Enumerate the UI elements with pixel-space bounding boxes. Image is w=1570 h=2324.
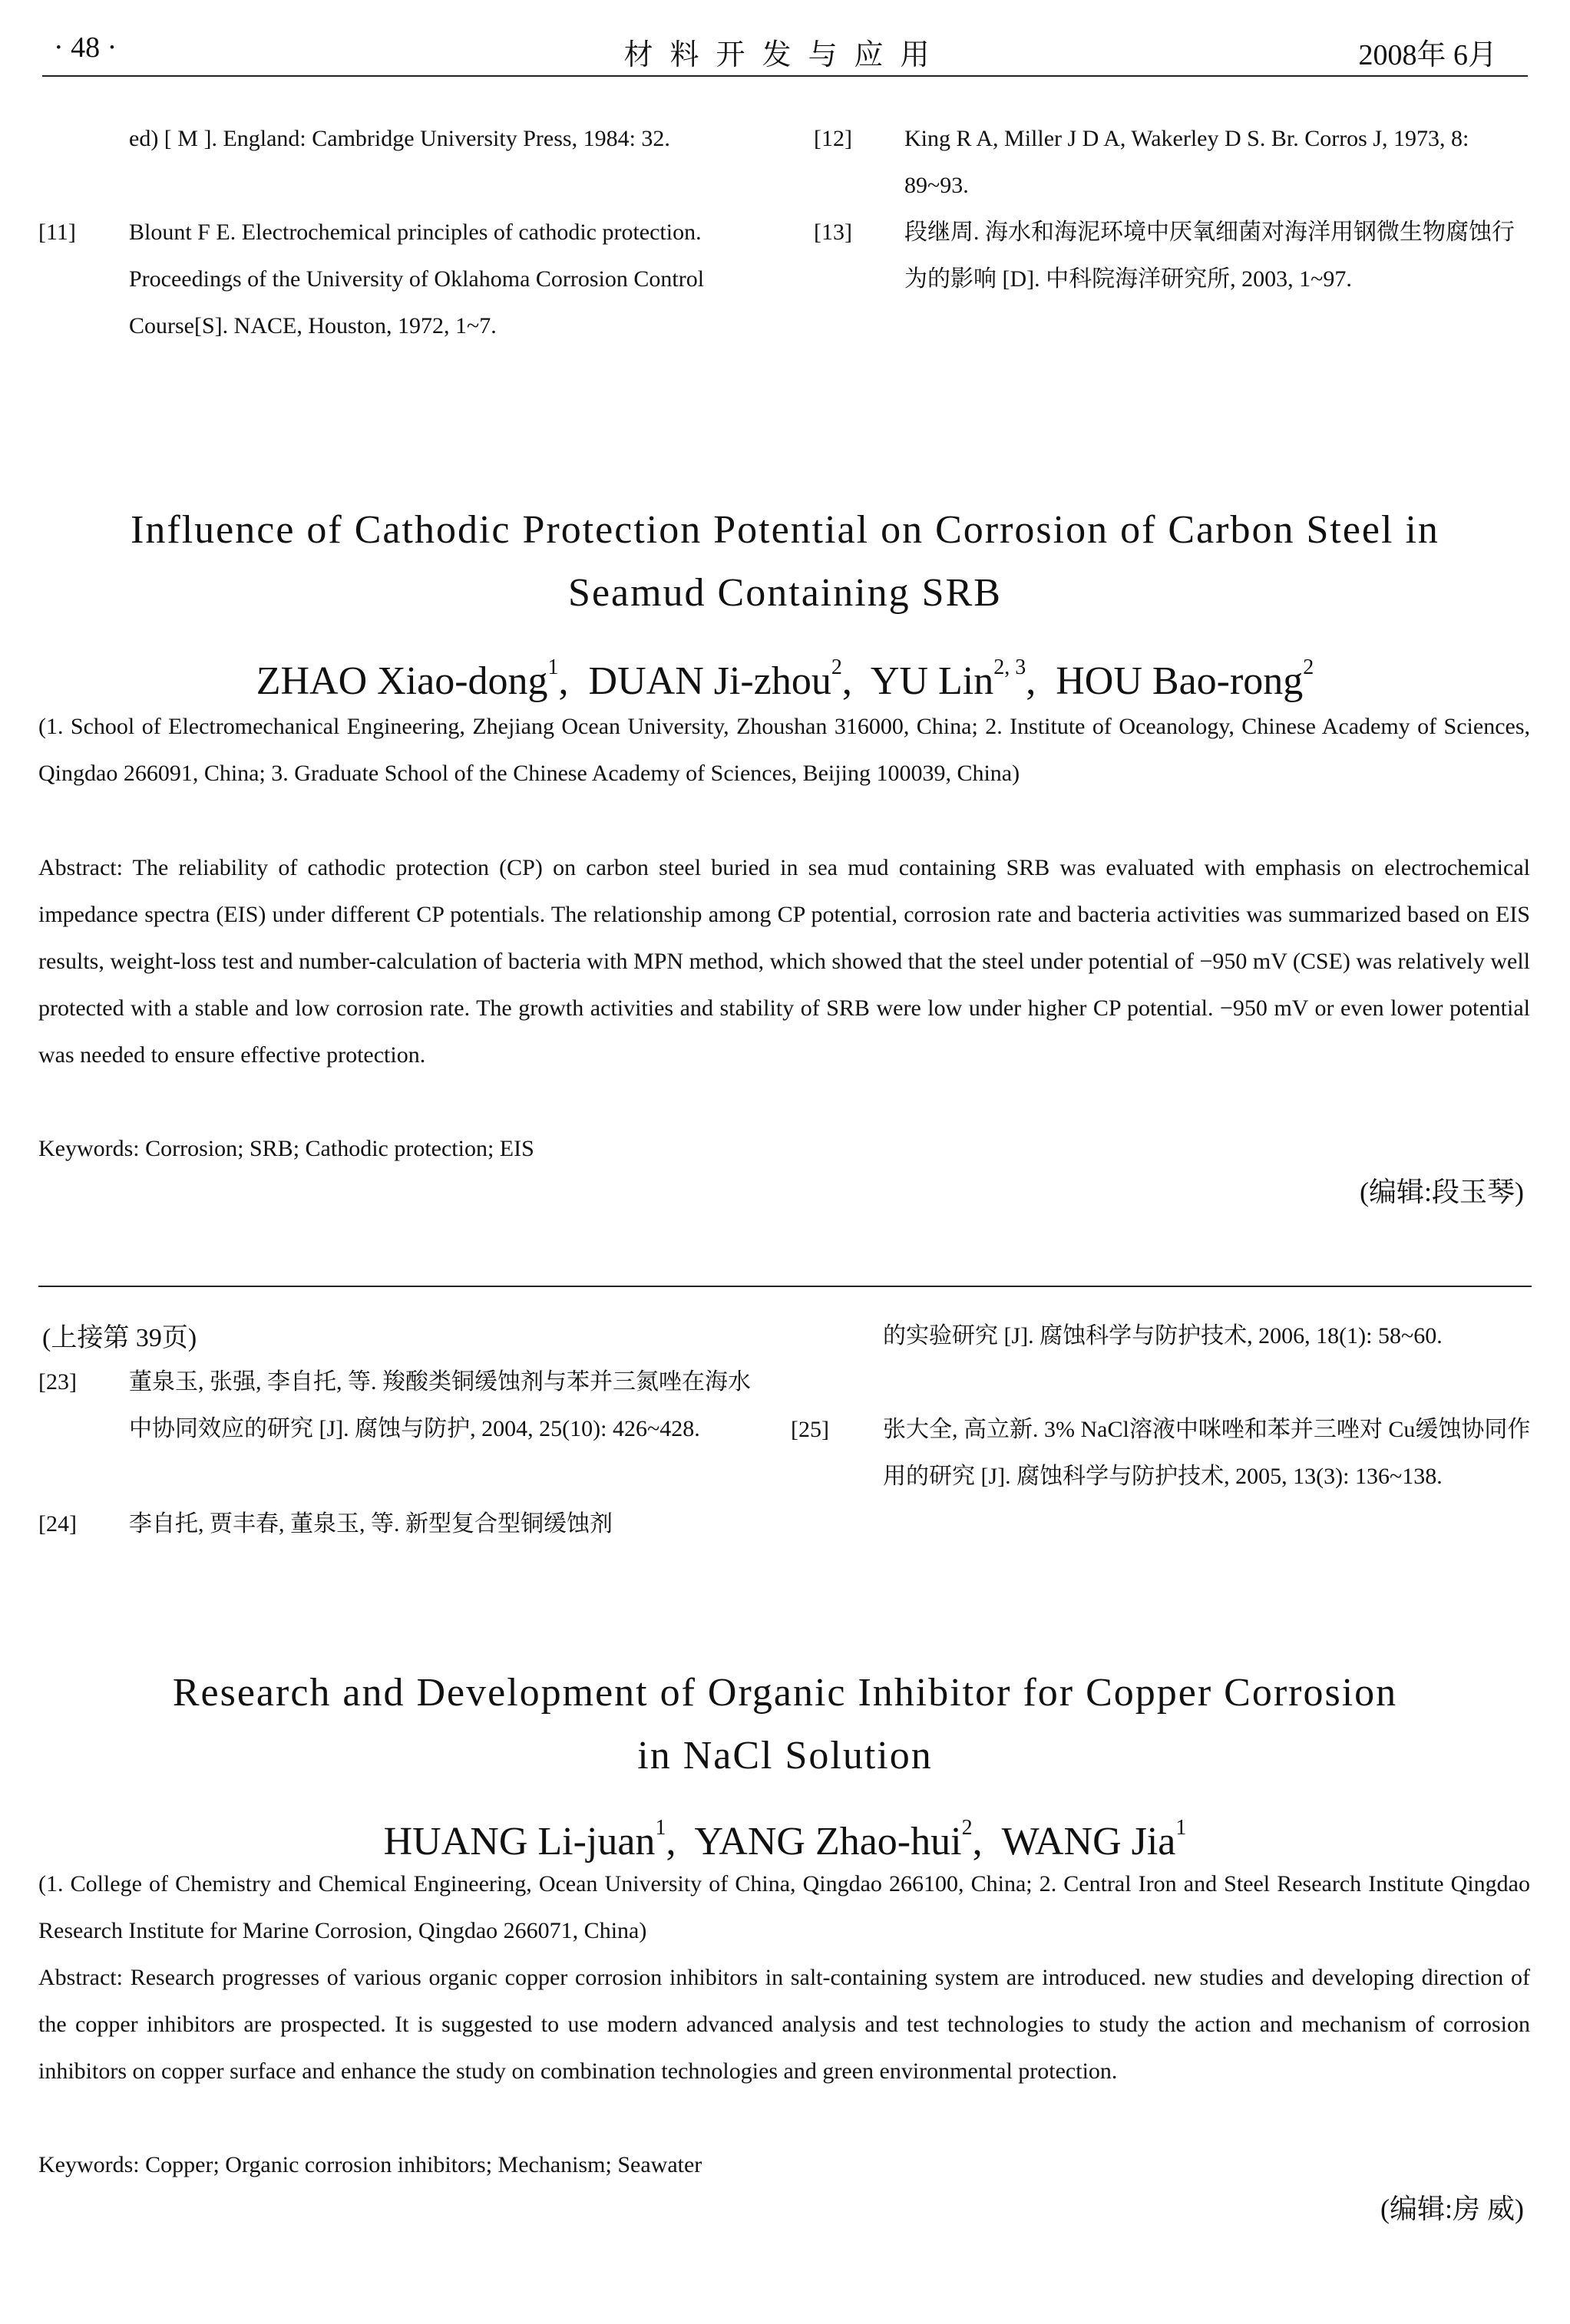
header-rule [42,75,1528,77]
reference-number: [12] [814,126,852,151]
affiliation: (1. School of Electromechanical Engineering, Zhejiang Ocean University, Zhoushan 316000, China; 2. Institute of Oceanology, Chinese Academy of Sciences, Qingdao 266091, China; 3. Graduate School of the Chinese Academy of Sciences, Beijing 100039, China) [38,714,1530,786]
author-name: YANG Zhao-hui [694,1820,962,1863]
abstract [38,1954,1530,2095]
keywords-label: Keywords: [38,1136,140,1161]
author-name: YU Lin [870,659,994,703]
affiliation: (1. College of Chemistry and Chemical Engineering, Ocean University of China, Qingdao 266100, China; 2. Central Iron and Steel Research Institute Qingdao Research Institute for Marine Corrosion, Qingdao 266071, China) [38,1871,1530,1943]
reference-number: [11] [38,220,76,245]
abstract-label: Abstract: [38,1965,123,1990]
author-line: HUANG Li-juan$^1$, YANG Zhao-hui$^2$, WANG Jia$^1$ [383,1816,1187,1863]
reference-number: [23] [38,1369,77,1395]
reference-item: ed) [ M ]. England: Cambridge University Press, 1984: 32. [129,126,670,151]
keywords-text: Copper; Organic corrosion inhibitors; Mechanism; Seawater [145,2152,702,2177]
reference-text: 的实验研究 [J]. 腐蚀科学与防护技术, 2006, 18(1): 58~60. [883,1323,1443,1349]
keywords [38,1125,1530,1172]
continuation-label: (上接第 39页) [42,1324,197,1352]
reference-number: [13] [814,220,852,245]
author-name: WANG Jia [1001,1820,1176,1863]
reference-item [38,1358,752,1497]
page-number: · 48 · [54,31,117,64]
reference-text: King R A, Miller J D A, Wakerley D S. Br. Corros J, 1973, 8: 89~93. [904,126,1469,198]
keywords-label: Keywords: [38,2152,140,2177]
section-divider [38,1286,1532,1287]
author-name: HOU Bao-rong [1056,659,1304,703]
author-name: ZHAO Xiao-dong [256,659,548,703]
reference-number: [25] [791,1417,829,1442]
reference-item [791,1406,1532,1544]
journal-name: 材料开发与应用 [623,39,947,71]
reference-number: [24] [38,1511,77,1537]
author-line: ZHAO Xiao-dong$^1$, DUAN Ji-zhou$^2$, YU Lin$^{2, 3}$, HOU Bao-rong$^2$ [256,655,1314,703]
abstract-text: Research progresses of various organic copper corrosion inhibitors in salt-containing system are introduced. new studies and developing direction of the copper inhibitors are prospected. It is suggested to use modern advanced analysis and test technologies to study the action and mechanism of corrosion inhibitors on copper surface and enhance the study on combination technologies and green environmental protection. [38,1965,1531,2084]
abstract-text: The reliability of cathodic protection (CP) on carbon steel buried in sea mud containing SRB was evaluated with emphasis on electrochemical impedance spectra (EIS) under different CP potentials. The relationship among CP potential, corrosion rate and bacteria activities was summarized based on EIS results, weight-loss test and number-calculation of bacteria with MPN method, which showed that the steel under potential of −950 mV (CSE) was relatively well protected with a stable and low corrosion rate. The growth activities and stability of SRB were low under higher CP potential. −950 mV or even lower potential was needed to ensure effective protection. [38,855,1530,1068]
keywords-text: Corrosion; SRB; Cathodic protection; EIS [145,1136,534,1161]
reference-text: 段继周. 海水和海泥环境中厌氧细菌对海洋用钢微生物腐蚀行为的影响 [D]. 中科院海洋研究所, 2003, 1~97. [904,220,1515,292]
author-name: DUAN Ji-zhou [588,659,831,703]
abstract [38,844,1530,1078]
reference-text: 张大全, 高立新. 3% NaCl溶液中咪唑和苯并三唑对 Cu缓蚀协同作用的研究 [J]. 腐蚀科学与防护技术, 2005, 13(3): 136~138. [883,1417,1531,1489]
editor-note: (编辑:房 威) [1380,2194,1524,2224]
reference-item [814,115,1532,207]
abstract-label: Abstract: [38,855,123,880]
article-title: Influence of Cathodic Protection Potential on Corrosion of Carbon Steel in Seamud Containing SRB [131,508,1439,615]
reference-item [791,1312,1532,1405]
reference-text: Blount F E. Electrochemical principles of cathodic protection. Proceedings of the University of Oklahoma Corrosion Control Course[S]. NACE, Houston, 1972, 1~7. [129,220,705,338]
reference-text: 李自托, 贾丰春, 董泉玉, 等. 新型复合型铜缓蚀剂 [129,1511,613,1537]
reference-item [38,209,752,401]
article-title: Research and Development of Organic Inhibitor for Copper Corrosion in NaCl Solution [172,1671,1398,1778]
keywords [38,2141,1530,2188]
issue-date: 2008年 6月 [1358,39,1497,71]
reference-item [38,1500,752,1550]
author-name: HUANG Li-juan [383,1820,656,1863]
reference-item [814,209,1532,355]
editor-note: (编辑:段玉琴) [1360,1177,1524,1207]
reference-text: 董泉玉, 张强, 李自托, 等. 羧酸类铜缓蚀剂与苯并三氮唑在海水中协同效应的研究 [J]. 腐蚀与防护, 2004, 25(10): 426~428. [129,1369,751,1441]
running-header [42,31,1528,71]
